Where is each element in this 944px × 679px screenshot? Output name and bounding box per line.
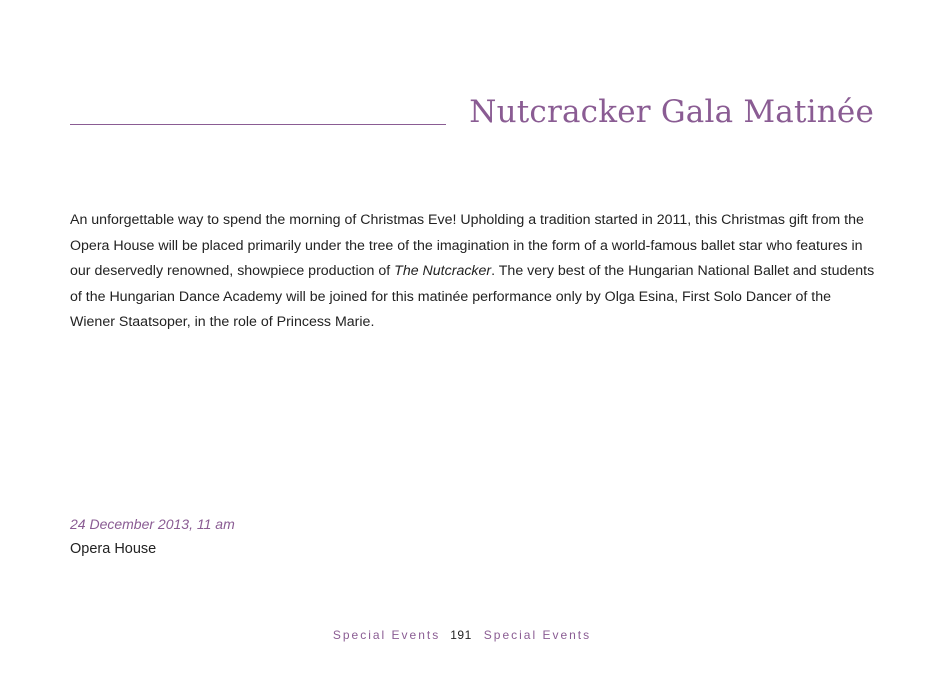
page-title: Nutcracker Gala Matinée (469, 94, 874, 130)
title-rule (70, 124, 446, 125)
event-date: 24 December 2013, 11 am (70, 516, 235, 532)
description-text-end: . The very best of the Hungarian National Ballet and students of the Hungarian Dance Academy will be joined for this matinée performance only by Olga Esina, First Solo Dancer of the Wiener Staatsoper, in the role of Princess Marie. (70, 263, 875, 330)
footer-section-right: Special Events (483, 628, 592, 642)
page-footer (0, 626, 924, 644)
event-description (70, 208, 876, 336)
work-title: The Nutcracker (394, 263, 492, 279)
page-number: 191 (450, 628, 472, 642)
description-text-start: An unforgettable way to spend the morning of Christmas Eve! Upholding a tradition started in 2011, this Christmas gift from the Opera House will be placed primarily under the tree of the imagination in the form of a world-famous ballet star who features in our deservedly renowned, showpiece production of (70, 212, 864, 279)
event-venue: Opera House (70, 541, 157, 557)
footer-section-left: Special Events (332, 628, 441, 642)
